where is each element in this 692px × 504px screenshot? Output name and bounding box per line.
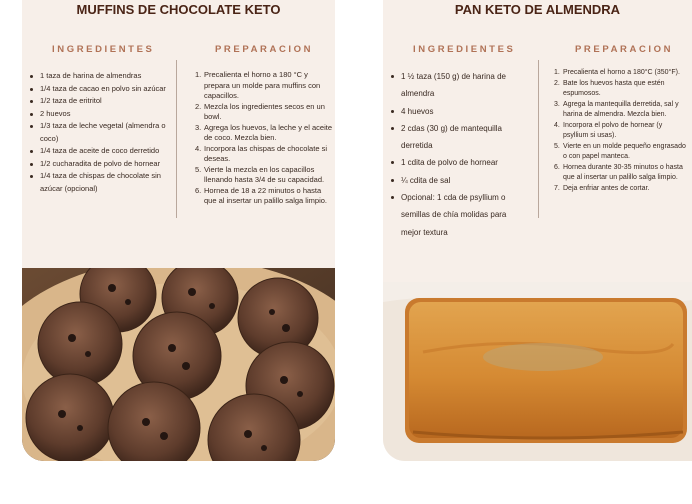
step-item: 6. Hornea de 18 a 22 minutos o hasta que al insertar un palillo salga limpio. [195, 185, 327, 205]
preparation-heading: PREPARACION [215, 44, 314, 55]
list-item: 2 huevos [30, 108, 168, 121]
recipe-title: MUFFINS DE CHOCOLATE KETO [76, 2, 281, 17]
step-text: Incorpora las chispas de chocolate si deseas. [204, 143, 327, 163]
list-item: 1/4 taza de chispas de chocolate sin azúcar (opcional) [30, 170, 168, 195]
step-text: Bate los huevos hasta que estén espumosos. [563, 79, 665, 97]
list-item: 1/4 taza de aceite de coco derretido [30, 145, 168, 158]
step-item: 7. Deja enfriar antes de cortar. [554, 184, 650, 192]
step-item: 2. Bate los huevos hasta que estén espumosos. [554, 79, 665, 97]
list-item: 2 cdas (30 g) de mantequilla derretida [391, 120, 527, 155]
list-item: ¼ cdita de sal [391, 172, 527, 189]
preparation-steps [195, 70, 333, 207]
list-item: 1/2 taza de eritritol [30, 95, 168, 108]
step-item: 3. Agrega la mantequilla derretida, sal y harina de almendra. Mezcla bien. [554, 100, 679, 118]
recipe-card-pan [383, 0, 692, 461]
ingredients-heading: INGREDIENTES [52, 44, 155, 55]
step-item: 1. Precalienta el horno a 180 °C y prepara un molde para muffins con capacillos. [195, 70, 321, 100]
step-text: Mezcla los ingredientes secos en un bowl. [204, 101, 325, 121]
step-item: 6. Hornea durante 30-35 minutos o hasta que al insertar un palillo salga limpio. [554, 163, 683, 181]
recipe-card-muffins [22, 0, 335, 461]
ingredients-heading: INGREDIENTES [413, 44, 516, 55]
step-item: 4. Incorpora el polvo de hornear (y psyllium si usas). [554, 121, 663, 139]
step-item: 1. Precalienta el horno a 180°C (350°F). [554, 69, 680, 76]
step-item: 5. Vierte en un molde pequeño engrasado o con papel manteca. [554, 142, 686, 160]
step-text: Agrega los huevos, la leche y el aceite de coco. Mezcla bien. [204, 122, 332, 142]
preparation-heading: PREPARACION [575, 44, 674, 55]
ingredients-list [30, 70, 168, 195]
step-text: Deja enfriar antes de cortar. [563, 184, 650, 192]
list-item: 4 huevos [391, 103, 527, 120]
step-text: Vierte la mezcla en los capacillos llenando hasta 3/4 de su capacidad. [204, 164, 325, 184]
ingredients-list [391, 68, 527, 241]
step-text: Precalienta el horno a 180 °C y prepara un molde para muffins con capacillos. [204, 70, 321, 100]
list-item: 1 taza de harina de almendras [30, 70, 168, 83]
step-text: Incorpora el polvo de hornear (y psyllium si usas). [563, 121, 663, 139]
step-item: 2. Mezcla los ingredientes secos en un bowl. [195, 101, 325, 121]
list-item: 1/2 cucharadita de polvo de hornear [30, 158, 168, 171]
list-item: 1 cdita de polvo de hornear [391, 154, 527, 171]
step-text: Agrega la mantequilla derretida, sal y harina de almendra. Mezcla bien. [563, 100, 679, 118]
list-item: 1/3 taza de leche vegetal (almendra o coco) [30, 120, 168, 145]
muffins-photo [22, 268, 335, 461]
column-divider [176, 60, 177, 218]
step-item: 3. Agrega los huevos, la leche y el aceite de coco. Mezcla bien. [195, 122, 332, 142]
step-item: 4. Incorpora las chispas de chocolate si deseas. [195, 143, 327, 163]
step-text: Hornea de 18 a 22 minutos o hasta que al insertar un palillo salga limpio. [204, 185, 327, 205]
column-divider [538, 60, 539, 218]
bread-photo [383, 282, 692, 461]
step-text: Hornea durante 30-35 minutos o hasta que al insertar un palillo salga limpio. [563, 163, 683, 181]
list-item: 1/4 taza de cacao en polvo sin azúcar [30, 83, 168, 96]
recipe-title: PAN KETO DE ALMENDRA [454, 2, 621, 17]
preparation-steps [554, 68, 688, 194]
list-item: 1 ½ taza (150 g) de harina de almendra [391, 68, 527, 103]
step-text: Precalienta el horno a 180°C (350°F). [563, 69, 680, 76]
step-text: Vierte en un molde pequeño engrasado o con papel manteca. [563, 142, 686, 160]
list-item: Opcional: 1 cda de psyllium o semillas de chía molidas para mejor textura [391, 189, 527, 241]
step-item: 5. Vierte la mezcla en los capacillos llenando hasta 3/4 de su capacidad. [195, 164, 325, 184]
